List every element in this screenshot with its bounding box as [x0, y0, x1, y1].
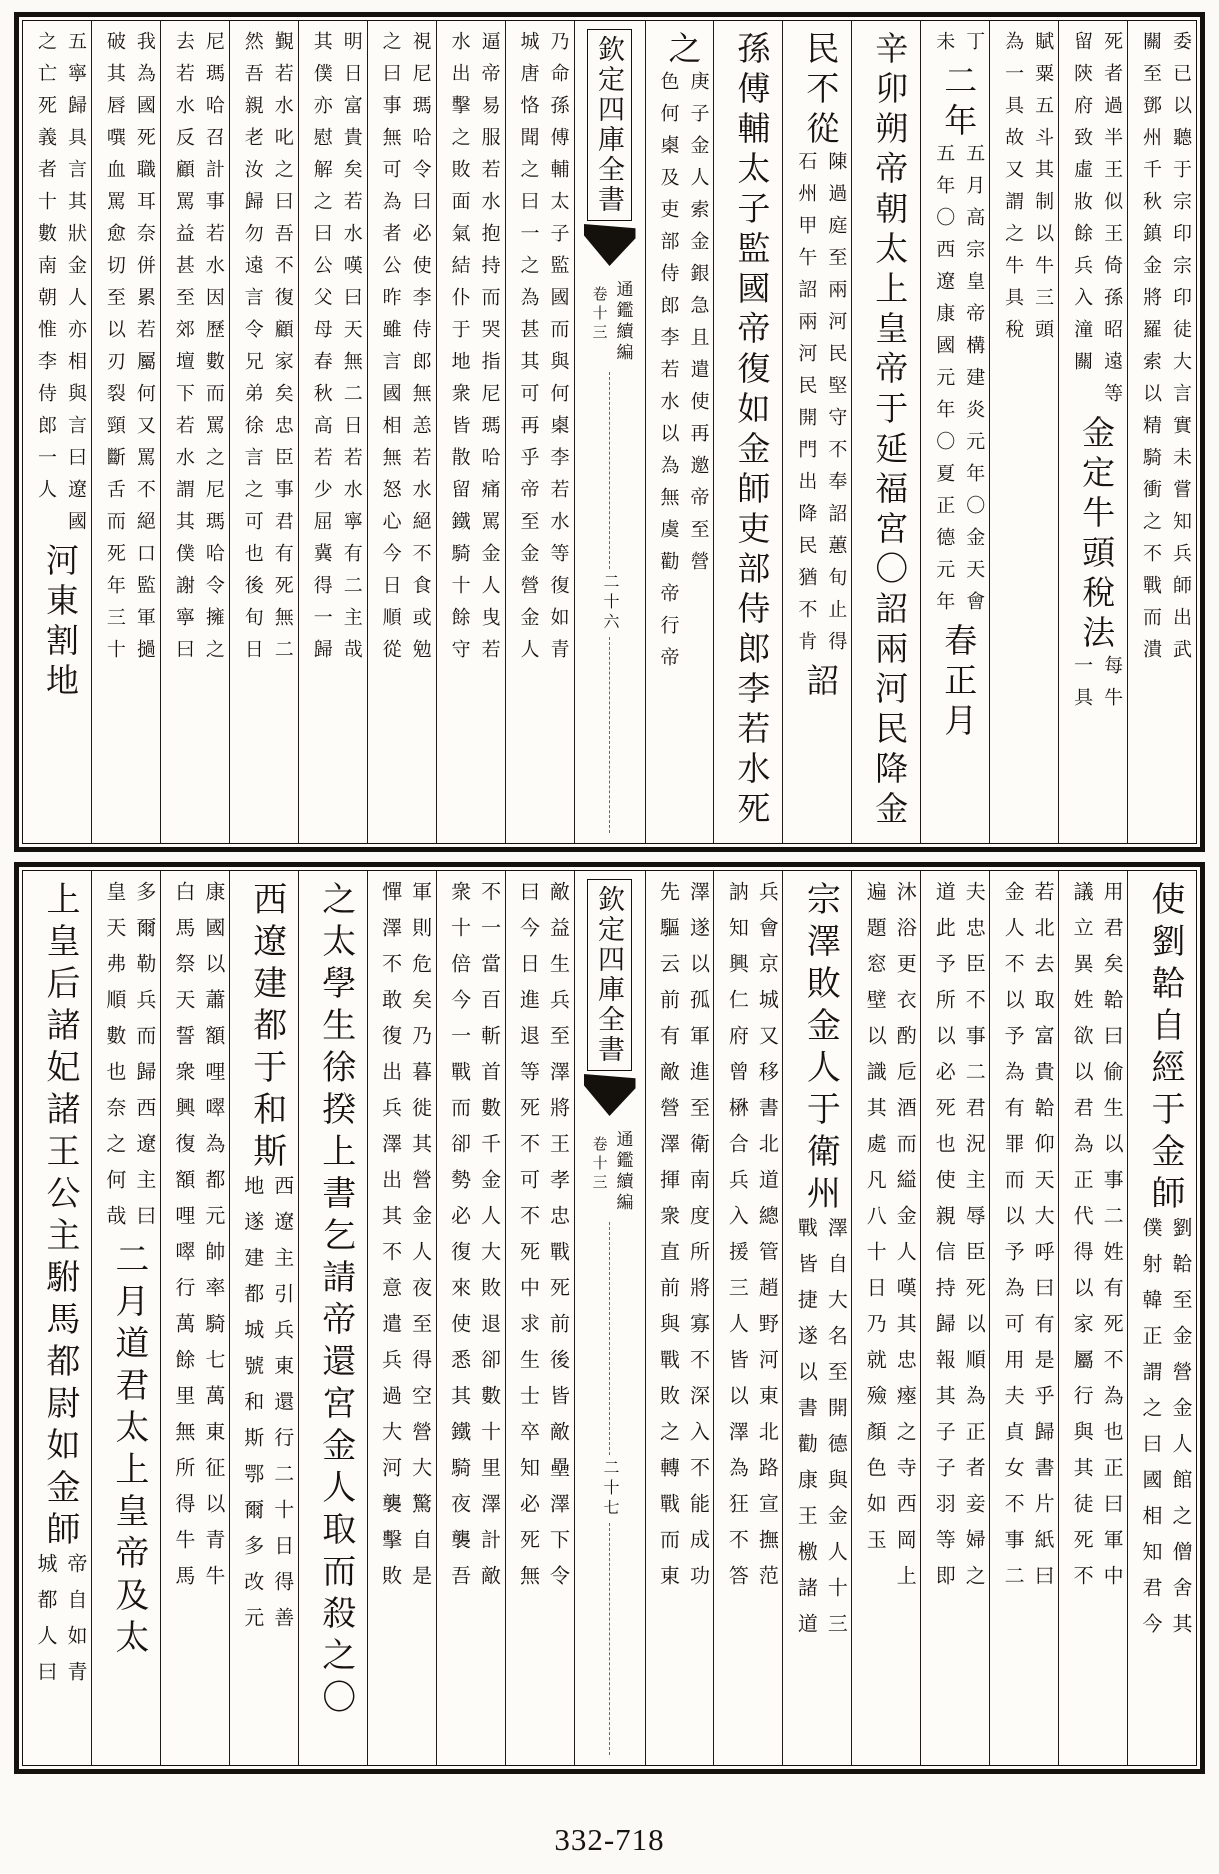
annotation-left-line: 未 — [933, 31, 955, 63]
annotation-left-line: 為一具故又謂之牛具稅 — [1002, 31, 1024, 351]
column-text-big: 河東割地 — [40, 543, 77, 703]
annotation-right-line: 乃命孫傅輔太子監國而與何㮚李若水等復如青 — [547, 31, 569, 671]
work-volume-label — [584, 1130, 636, 1214]
annotation-left-line: 先驅云前有敵營澤揮衆直前與戰敗之轉戰而東 — [656, 881, 679, 1601]
annotation-right-line: 澤遂以孤軍進至衛南度所將寡不深入不能成功 — [686, 881, 709, 1601]
annotation-left-line: 地遂建都城號和斯鄂爾多改元 — [240, 1175, 263, 1643]
center-title-column — [575, 21, 646, 843]
annotation-right-line: 澤自大名至開德與金人十三 — [824, 1217, 847, 1649]
annotation-right-line: 覲若水叱之曰吾不復顧家矣忠臣事君有死無二 — [271, 31, 293, 671]
annotation-right-line: 每牛 — [1101, 655, 1123, 719]
text-column — [161, 871, 230, 1765]
annotation-left-line: 議立異姓欲以君為正代得以家屬行與其徒死不 — [1070, 881, 1093, 1601]
text-column — [92, 871, 161, 1765]
text-column — [1128, 871, 1196, 1765]
annotation-pair — [790, 1217, 850, 1649]
column-text-big: 之 — [663, 31, 700, 71]
text-column — [646, 871, 715, 1765]
annotation-right-line: 夫忠臣不事二君況主辱臣死以順為正者妾婦之 — [962, 881, 985, 1601]
work-title: 通鑑續編 — [613, 280, 633, 364]
annotation-left-line: 之亡死義者十數南朝惟李侍郎一人 — [34, 31, 56, 511]
annotation-right-line: 尼瑪哈召計事若水因歷數而罵之尼瑪哈令擁之 — [202, 31, 224, 671]
annotation-pair — [997, 31, 1057, 351]
text-block-lower — [14, 862, 1205, 1774]
annotation-right-line: 五寧歸具言其狀金人亦相與言曰遼國 — [64, 31, 86, 543]
text-column — [506, 871, 575, 1765]
annotation-right-line: 我為國死職耳奈併累若屬何又罵不絕口監軍撾 — [133, 31, 155, 671]
annotation-right-line: 帝自如青 — [63, 1553, 86, 1697]
annotation-left-line: 訥知興仁府曾楙合兵入援三人皆以澤為狂不答 — [725, 881, 748, 1601]
annotation-right-line: 敵益生兵至澤將王孝忠戰死前後皆敵壘澤下令 — [546, 881, 569, 1601]
annotation-pair — [859, 881, 919, 1601]
annotation-right-line: 若北去取富貴韐仰天大呼曰有是乎歸書片紙曰 — [1031, 881, 1054, 1601]
column-text-big: 春正月 — [939, 623, 976, 743]
annotation-pair — [928, 881, 988, 1601]
annotation-pair — [1066, 881, 1126, 1601]
text-column — [1128, 21, 1196, 843]
annotation-right-line: 沐浴更衣酌卮酒而縊金人嘆其忠瘞之寺西岡上 — [893, 881, 916, 1601]
fishtail-marker-icon — [584, 224, 636, 266]
annotation-left-line: 衆十倍今一戰而卻勢必復來使悉其鐵騎夜襲吾 — [447, 881, 470, 1601]
text-column — [783, 21, 852, 843]
annotation-pair — [652, 881, 712, 1601]
column-text-big: 上皇后諸妃諸王公主駙馬都尉如金師 — [40, 881, 78, 1553]
text-column — [230, 871, 299, 1765]
annotation-left-line: 皇天弗順數也奈之何哉 — [102, 881, 125, 1241]
annotation-pair — [790, 151, 850, 663]
fold-line — [609, 372, 610, 569]
folio-page-number: 二十七 — [601, 1458, 618, 1519]
annotation-pair — [30, 31, 90, 543]
annotation-left-line: 遍題窓壁以識其處凡八十日乃就殮顏色如玉 — [863, 881, 886, 1565]
annotation-left-line: 留陝府致虛妝餘兵入潼關 — [1071, 31, 1093, 383]
annotation-left-line: 去若水反顧罵益甚至郊壇下若水謂其僕謝寧曰 — [172, 31, 194, 671]
annotation-right-line: 西遼主引兵東還行二十日得善 — [270, 1175, 293, 1643]
column-text-big: 使劉韐自經于金師 — [1146, 881, 1183, 1217]
annotation-pair — [721, 881, 781, 1601]
text-column — [646, 21, 715, 843]
annotation-right-line: 多爾勒兵而歸西遼主曰 — [132, 881, 155, 1241]
annotation-left-line: 金人不以予為有罪而以予為可用夫貞女不事二 — [1001, 881, 1024, 1601]
annotation-right-line: 視尼瑪哈令曰必使李侍郎無恙若水絕不食或勉 — [409, 31, 431, 671]
text-column — [161, 21, 230, 843]
annotation-left-line: 一具 — [1071, 655, 1093, 719]
annotation-right-line: 丁 — [963, 31, 985, 63]
text-column — [714, 871, 783, 1765]
annotation-right-line: 賦粟五斗其制以牛三頭 — [1032, 31, 1054, 351]
text-column — [852, 871, 921, 1765]
annotation-left-line: 五年〇西遼康國元年〇夏正德元年 — [933, 143, 955, 623]
annotation-left-line: 白馬祭天誓衆興復額哩噿行萬餘里無所得牛馬 — [171, 881, 194, 1601]
annotation-right-line: 康國以蕭額哩噿為都元帥率騎七萬東征以青牛 — [201, 881, 224, 1601]
annotation-left-line: 僕射韓正謂之曰國相知君今 — [1139, 1217, 1161, 1649]
annotation-pair — [928, 143, 988, 623]
folio-page-number: 二十六 — [601, 572, 618, 633]
annotation-right-line: 明日富貴矣若水嘆曰天無二日若水寧有二主哉 — [340, 31, 362, 671]
column-text-big: 辛卯朔帝朝太上皇帝于延福宮〇詔兩河民降金 — [870, 31, 907, 831]
text-column — [921, 871, 990, 1765]
annotation-left-line: 道此予所以必死也使親信持歸報其子子羽等即 — [932, 881, 955, 1601]
annotation-pair — [375, 31, 435, 671]
fishtail-marker-icon — [584, 1074, 636, 1116]
text-column — [23, 21, 92, 843]
annotation-pair — [168, 881, 228, 1601]
volume-label: 卷十三 — [590, 1136, 607, 1193]
text-column — [783, 871, 852, 1765]
annotation-left-line: 城都人曰 — [33, 1553, 56, 1697]
annotation-right-line: 逼帝易服若水抱持而哭指尼瑪哈痛罵金人曳若 — [478, 31, 500, 671]
annotation-right-line: 兵會京城又移書北道總管趙野河東北路宣撫范 — [755, 881, 778, 1601]
annotation-pair — [1066, 655, 1126, 719]
annotation-pair — [444, 881, 504, 1601]
column-text-big: 二月道君太上皇帝及太 — [109, 1241, 147, 1661]
annotation-right-line: 用君矣韐曰偷生以事二姓有死不為也正曰軍中 — [1100, 881, 1123, 1601]
annotation-left-line: 水出擊之敗面氣結仆于地衆皆散留鐵騎十餘守 — [448, 31, 470, 671]
annotation-pair — [652, 71, 712, 679]
annotation-left-line: 其僕亦慰解之曰公父母春秋高若少屈冀得一歸 — [310, 31, 332, 671]
plate-number-footer: 332-718 — [554, 1822, 665, 1857]
annotation-pair — [237, 1175, 297, 1643]
fold-line — [609, 1523, 610, 1756]
annotation-left-line: 之曰事無可為者公昨雖言國相無怒心今日順從 — [379, 31, 401, 671]
annotation-pair — [928, 31, 988, 63]
text-column — [921, 21, 990, 843]
text-column — [437, 21, 506, 843]
annotation-left-line: 色何㮚及吏部侍郎李若水以為無虞勸帝行帝 — [657, 71, 679, 679]
volume-label: 卷十三 — [590, 286, 607, 343]
column-text-big: 二年 — [939, 63, 976, 143]
annotation-right-line: 劉韐至金營金人館之僧舍其 — [1169, 1217, 1191, 1649]
series-title: 欽定四庫全書 — [587, 879, 632, 1071]
text-column — [506, 21, 575, 843]
column-text-big: 金定牛頭稅法 — [1077, 415, 1114, 655]
column-text-big: 孫傅輔太子監國帝復如金師吏部侍郎李若水死 — [732, 31, 769, 831]
column-text-big: 宗澤敗金人于衛州 — [801, 881, 839, 1217]
annotation-left-line: 城唐恪聞之曰一之為甚其可再乎帝至金營金人 — [517, 31, 539, 671]
annotation-pair — [30, 1553, 90, 1697]
annotation-right-line: 庚子金人索金銀急且遣使再邀帝至營 — [687, 71, 709, 583]
column-text-big: 西遼建都于和斯 — [247, 881, 285, 1175]
annotation-right-line: 軍則危矣乃暮徙其營金人夜至得空營大驚自是 — [408, 881, 431, 1601]
annotation-pair — [997, 881, 1057, 1601]
text-column — [852, 21, 921, 843]
work-volume-label — [584, 280, 636, 364]
annotation-right-line: 不一當百斬首數千金人大敗退卻數十里澤計敵 — [477, 881, 500, 1601]
annotation-pair — [375, 881, 435, 1601]
text-column — [990, 871, 1059, 1765]
text-column — [714, 21, 783, 843]
series-title: 欽定四庫全書 — [587, 29, 632, 221]
annotation-pair — [1135, 31, 1195, 671]
text-column — [92, 21, 161, 843]
annotation-right-line: 陳過庭至兩河民堅守不奉詔蕙旬止得 — [825, 151, 847, 663]
annotation-pair — [513, 31, 573, 671]
center-title-column — [575, 871, 646, 1765]
annotation-right-line: 死者過半王似王倚孫昭遠等 — [1101, 31, 1123, 415]
text-block-upper — [14, 12, 1205, 852]
annotation-left-line: 曰今日進退等死不可不死中求生士卒知必死無 — [516, 881, 539, 1601]
annotation-pair — [237, 31, 297, 671]
text-column — [230, 21, 299, 843]
fold-line — [609, 1222, 610, 1455]
annotation-pair — [513, 881, 573, 1601]
text-column — [990, 21, 1059, 843]
annotation-left-line: 破其唇噀血罵愈切至以刃裂頸斷舌而死年三十 — [103, 31, 125, 671]
text-column — [368, 21, 437, 843]
annotation-left-line: 憚澤不敢復出兵澤出其不意遣兵過大河襲擊敗 — [378, 881, 401, 1601]
text-column — [299, 871, 368, 1765]
annotation-right-line: 委已以聽于宗印宗印徒大言實未嘗知兵師出武 — [1170, 31, 1191, 671]
text-column — [299, 21, 368, 843]
annotation-left-line: 關至鄧州千秋鎮金將羅索以精騎衝之不戰而潰 — [1140, 31, 1161, 671]
text-column — [23, 871, 92, 1765]
work-title: 通鑑續編 — [613, 1130, 633, 1214]
annotation-right-line: 五月高宗皇帝構建炎元年〇金天會 — [963, 143, 985, 623]
text-column — [1059, 871, 1128, 1765]
text-column — [437, 871, 506, 1765]
text-column — [368, 871, 437, 1765]
annotation-left-line: 石州甲午詔兩河民開門出降民猶不肯 — [795, 151, 817, 663]
text-block-lower-columns — [22, 870, 1197, 1766]
text-column — [1059, 21, 1128, 843]
annotation-pair — [168, 31, 228, 671]
annotation-pair — [99, 31, 159, 671]
text-block-upper-columns — [22, 20, 1197, 844]
annotation-left-line: 戰皆捷遂以書勸康王檄諸道 — [794, 1217, 817, 1649]
annotation-pair — [99, 881, 159, 1241]
column-text-big: 詔 — [801, 663, 838, 703]
column-text-big: 之太學生徐揆上書乞請帝還宮金人取而殺之〇 — [316, 881, 354, 1721]
column-text-big: 民不從 — [801, 31, 838, 151]
fold-line — [609, 637, 610, 834]
annotation-pair — [444, 31, 504, 671]
annotation-pair — [306, 31, 366, 671]
annotation-left-line: 然吾親老汝歸勿遠言令兄弟徐言之可也後旬日 — [241, 31, 263, 671]
annotation-pair — [1135, 1217, 1195, 1649]
annotation-pair — [1066, 31, 1126, 415]
